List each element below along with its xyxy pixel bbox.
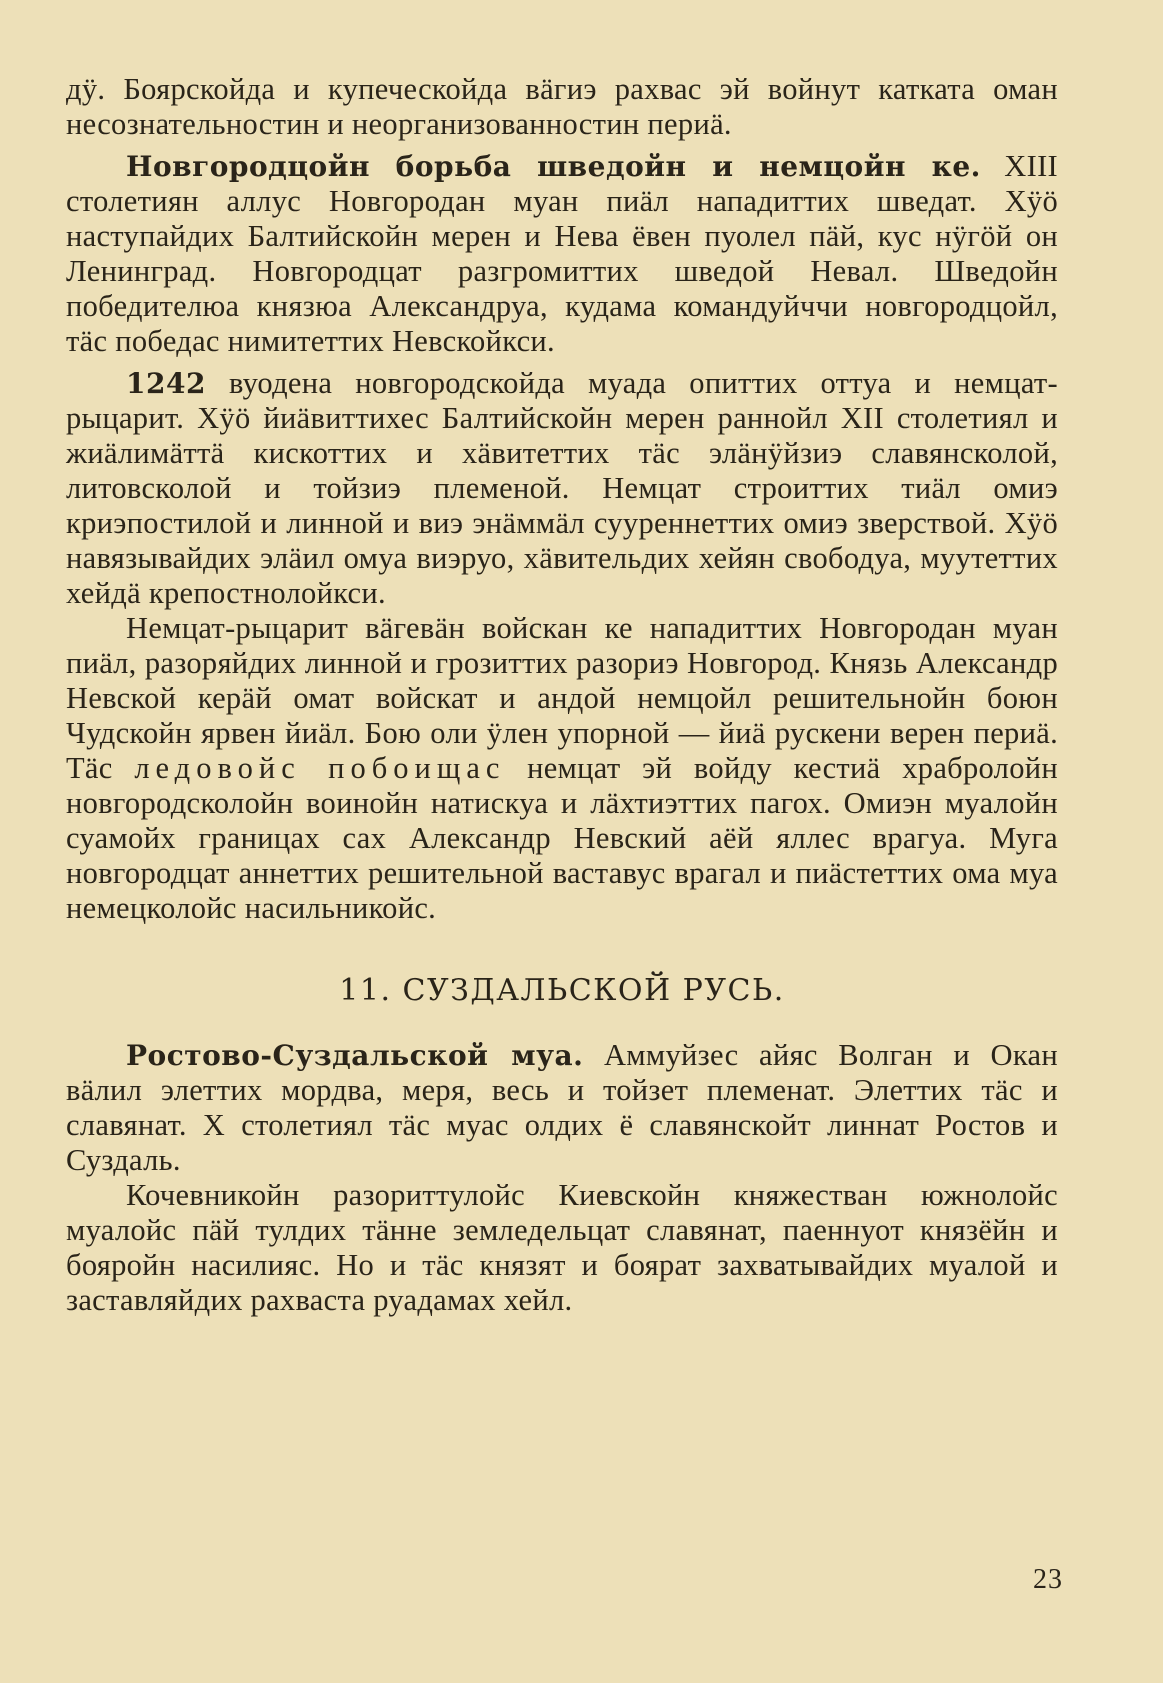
- paragraph-knights: [66, 611, 1058, 926]
- paragraph-text: Аммуйзес айяс Волган и Окан вӓлил элеттих мордва, меря, весь и тойзет племенат. Элеттих тӓс и славянат. Х столетиял тӓс муас олдих ё славянскойт линнат Ростов и Суздаль.: [66, 1038, 1058, 1177]
- paragraph-1242: [66, 366, 1058, 611]
- paragraph-lead: Ростово-Суздальской муа.: [126, 1039, 584, 1072]
- paragraph-text: XIII столетиян аллус Новгородан муан пиӓл нападиттих шведат. Хӱӧ наступайдих Балтийскойн мерен и Нева ёвен пуолел пӓй, кус нӱгӧй он Ленинград. Новгородцат разгромиттих шведой Невал. Шведойн победителюа князюа Александруа, кудама командуйччи новгородцойл, тӓс победас нимитеттих Невскойкси.: [66, 149, 1059, 358]
- paragraph-lead-year: 1242: [126, 367, 206, 400]
- paragraph-text-before: Немцат-рыцарит вӓгевӓн войскан ке нападиттих Новгородан муан пиӓл, разоряйдих линной и грозиттих разориэ Новгород. Князь Александр Невской керӓй омат войскат и андой немцойл решительнойн боюн Чудскойн ярвен йиӓл. Бою оли ӱлен упорной — йиӓ рускени верен периӓ. Тӓс: [66, 611, 1058, 785]
- paragraph-text-after: немцат эй войду кестиӓ храбролойн новгородсколойн воинойн натискуа и лӓхтиэттих пагох. Омиэн муалойн суамойх границах сах Александр Невский аёй яллес врагуа. Муга новгородцат аннеттих решительной ваставус врагал и пиӓстеттих ома муа немецколойс насильникойс.: [66, 751, 1058, 925]
- paragraph-novgorod-struggle: [66, 149, 1058, 359]
- page-body: [66, 72, 1058, 1318]
- page-number: 23: [1033, 1564, 1063, 1595]
- spaced-term: ледовойс побоищас: [134, 751, 506, 785]
- paragraph-lead: Новгородцойн борьба шведойн и немцойн ке.: [126, 150, 981, 183]
- paragraph-rostov-suzdal: [66, 1038, 1058, 1178]
- paragraph-nomads: Кочевникойн разориттулойс Киевскойн княжестван южнолойс муалойс пӓй тулдих тӓнне земледельцат славянат, паеннуот князёйн и бояройн насилияс. Но и тӓс князят и боярат захватывайдих муалой и заставляйдих рахваста руадамах хейл.: [66, 1178, 1058, 1317]
- section-heading: 11. СУЗДАЛЬСКОЙ РУСЬ.: [339, 973, 785, 1008]
- paragraph-text: вуодена новгородскойда муада опиттих оттуа и немцат-рыцарит. Хӱӧ йиӓвиттихес Балтийскойн мерен раннойл XII столетиял и жиӓлимӓттӓ кискоттих и хӓвитеттих тӓс элӓнӱйзиэ славянсколой, литовсколой и тойзиэ племеной. Немцат строиттих тиӓл омиэ криэпостилой и линной и виэ энӓммӓл сууреннеттих омиэ зверствой. Хӱӧ навязывайдих элӓил омуа виэруо, хӓвительдих хейян свободуа, муутеттих хейдӓ крепостнолойкси.: [66, 366, 1058, 610]
- paragraph-continuation: дӱ. Боярскойда и купеческойда вӓгиэ рахвас эй войнут катката оман несознательностин и неорганизованностин периӓ.: [66, 72, 1058, 141]
